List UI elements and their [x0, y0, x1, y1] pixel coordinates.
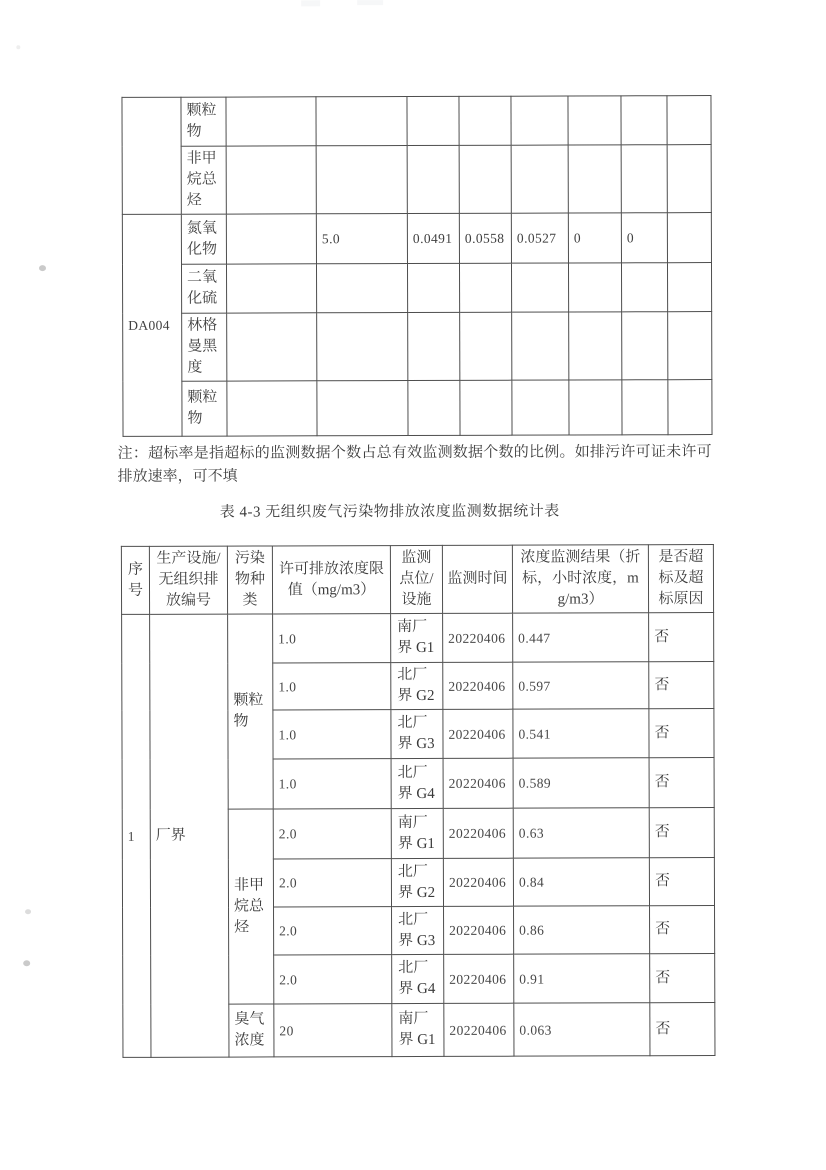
cell-site: 北厂界 G2 [391, 662, 443, 709]
value-cell [511, 263, 568, 312]
table-row [122, 613, 714, 664]
cell-limit: 2.0 [273, 809, 391, 859]
pollutant-cell: 氮氧化物 [181, 214, 226, 264]
cell-time: 20220406 [444, 954, 514, 1003]
value-cell [226, 214, 316, 264]
value-cell [226, 97, 316, 146]
value-cell [667, 96, 711, 145]
value-cell: 0.0527 [511, 213, 568, 263]
cell-exceed: 否 [649, 808, 714, 858]
value-cell [459, 145, 511, 213]
scan-speck [23, 960, 30, 966]
value-cell [459, 96, 511, 145]
cell-time: 20220406 [443, 662, 513, 709]
pollutant-group-cell: 非甲烷总烃 [228, 809, 274, 1004]
table-row [122, 96, 711, 147]
cell-site: 北厂界 G4 [392, 954, 444, 1003]
cell-exceed: 否 [650, 954, 715, 1003]
value-cell [407, 145, 459, 213]
value-cell [568, 263, 621, 312]
pollutant-cell: 二氧化硫 [181, 264, 226, 313]
cell-exceed: 否 [649, 758, 714, 808]
cell-result: 0.447 [513, 613, 649, 662]
header-row [121, 545, 713, 615]
value-cell [226, 264, 316, 313]
cell-result: 0.541 [513, 709, 649, 758]
stack-emissions-table [121, 95, 712, 437]
facility-cell: 厂界 [150, 614, 229, 1057]
value-cell [668, 312, 712, 380]
scan-smudge [301, 0, 320, 6]
value-cell [512, 312, 569, 380]
pollutant-cell: 非甲烷总烃 [181, 146, 226, 214]
col-header-pollutant: 污染物种类 [227, 546, 272, 614]
value-cell [460, 312, 512, 380]
col-header-serial: 序号 [121, 546, 149, 614]
cell-site: 北厂界 G3 [391, 709, 443, 758]
pollutant-group-cell: 臭气浓度 [229, 1004, 274, 1057]
value-cell [317, 381, 408, 436]
cell-limit: 1.0 [273, 614, 391, 663]
facility-id-cell-empty [122, 97, 181, 214]
table-row [123, 312, 712, 382]
cell-site: 北厂界 G2 [391, 858, 443, 906]
value-cell [622, 380, 668, 435]
value-cell [227, 313, 317, 381]
table-row [122, 213, 711, 265]
value-cell [569, 312, 622, 380]
value-cell [621, 145, 667, 213]
cell-time: 20220406 [443, 758, 513, 808]
value-cell [569, 380, 622, 435]
value-cell: 0.0491 [407, 213, 459, 263]
value-cell [316, 146, 407, 214]
value-cell: 0 [568, 213, 621, 263]
cell-time: 20220406 [443, 613, 513, 662]
col-header-time: 监测时间 [442, 545, 512, 613]
cell-exceed: 否 [650, 1003, 715, 1056]
table-row [122, 263, 711, 314]
cell-time: 20220406 [443, 808, 513, 858]
scan-smudge [357, 0, 383, 5]
value-cell [316, 97, 407, 146]
col-header-result: 浓度监测结果（折标，小时浓度，mg/m3） [512, 545, 648, 613]
col-header-facility: 生产设施/无组织排放编号 [149, 546, 227, 614]
value-cell [667, 145, 711, 213]
scan-speck [25, 909, 31, 914]
value-cell [667, 263, 711, 312]
value-cell [317, 313, 408, 381]
value-cell [511, 145, 568, 213]
pollutant-cell: 颗粒物 [181, 97, 226, 146]
cell-site: 北厂界 G4 [391, 758, 443, 808]
value-cell [407, 96, 459, 145]
value-cell [568, 96, 621, 145]
cell-exceed: 否 [649, 709, 714, 758]
table-row [123, 380, 712, 437]
cell-result: 0.86 [514, 906, 650, 954]
cell-exceed: 否 [649, 662, 714, 709]
pollutant-group-cell: 颗粒物 [228, 614, 274, 809]
value-cell [667, 213, 711, 263]
col-header-limit: 许可排放浓度限值（mg/m3） [272, 546, 390, 614]
cell-exceed: 否 [649, 613, 714, 662]
value-cell: 5.0 [316, 214, 407, 264]
value-cell [226, 146, 316, 214]
cell-site: 南厂界 G1 [391, 613, 443, 662]
pollutant-cell: 颗粒物 [182, 381, 227, 436]
cell-site: 南厂界 G1 [391, 808, 443, 858]
cell-site: 南厂界 G1 [392, 1003, 444, 1056]
cell-time: 20220406 [444, 1003, 514, 1056]
cell-result: 0.63 [513, 808, 649, 858]
value-cell [622, 312, 668, 380]
value-cell [568, 145, 621, 213]
table-note: 注：超标率是指超标的监测数据个数占总有效监测数据个数的比例。如排污许可证未许可排放速率，可不填 [117, 444, 712, 485]
scan-speck [16, 45, 20, 49]
cell-limit: 2.0 [274, 907, 392, 955]
cell-result: 0.589 [513, 758, 649, 808]
value-cell [621, 263, 667, 312]
value-cell [316, 264, 407, 313]
cell-result: 0.597 [513, 662, 649, 709]
table-row [122, 145, 711, 215]
value-cell: 0 [621, 213, 667, 263]
value-cell: 0.0558 [459, 213, 511, 263]
cell-site: 北厂界 G3 [392, 906, 444, 954]
cell-time: 20220406 [443, 858, 513, 906]
col-header-exceed: 是否超标及超标原因 [648, 545, 713, 613]
cell-exceed: 否 [649, 858, 714, 906]
value-cell [459, 263, 511, 312]
table-title: 表 4-3 无组织废气污染物排放浓度监测数据统计表 [219, 503, 560, 521]
cell-limit: 1.0 [273, 710, 391, 759]
cell-result: 0.91 [514, 954, 650, 1003]
cell-time: 20220406 [443, 709, 513, 758]
value-cell [460, 380, 512, 435]
value-cell [621, 96, 667, 145]
cell-result: 0.063 [514, 1003, 650, 1056]
value-cell [512, 380, 569, 435]
value-cell [408, 380, 460, 435]
scan-speck [39, 265, 46, 271]
fugitive-emissions-table [121, 544, 716, 1058]
cell-limit: 1.0 [273, 759, 391, 809]
cell-limit: 1.0 [273, 663, 391, 710]
pollutant-cell: 林格曼黑度 [182, 313, 227, 381]
value-cell [511, 96, 568, 145]
facility-id-cell: DA004 [122, 214, 182, 436]
value-cell [407, 263, 459, 312]
cell-limit: 2.0 [273, 859, 391, 907]
cell-limit: 2.0 [274, 955, 392, 1004]
col-header-site: 监测点位/设施 [390, 545, 442, 613]
value-cell [408, 312, 460, 380]
serial-cell: 1 [122, 614, 151, 1057]
cell-time: 20220406 [444, 906, 514, 954]
value-cell [668, 380, 712, 435]
cell-result: 0.84 [513, 858, 649, 906]
value-cell [227, 381, 317, 436]
cell-exceed: 否 [650, 906, 715, 954]
cell-limit: 20 [274, 1004, 392, 1057]
